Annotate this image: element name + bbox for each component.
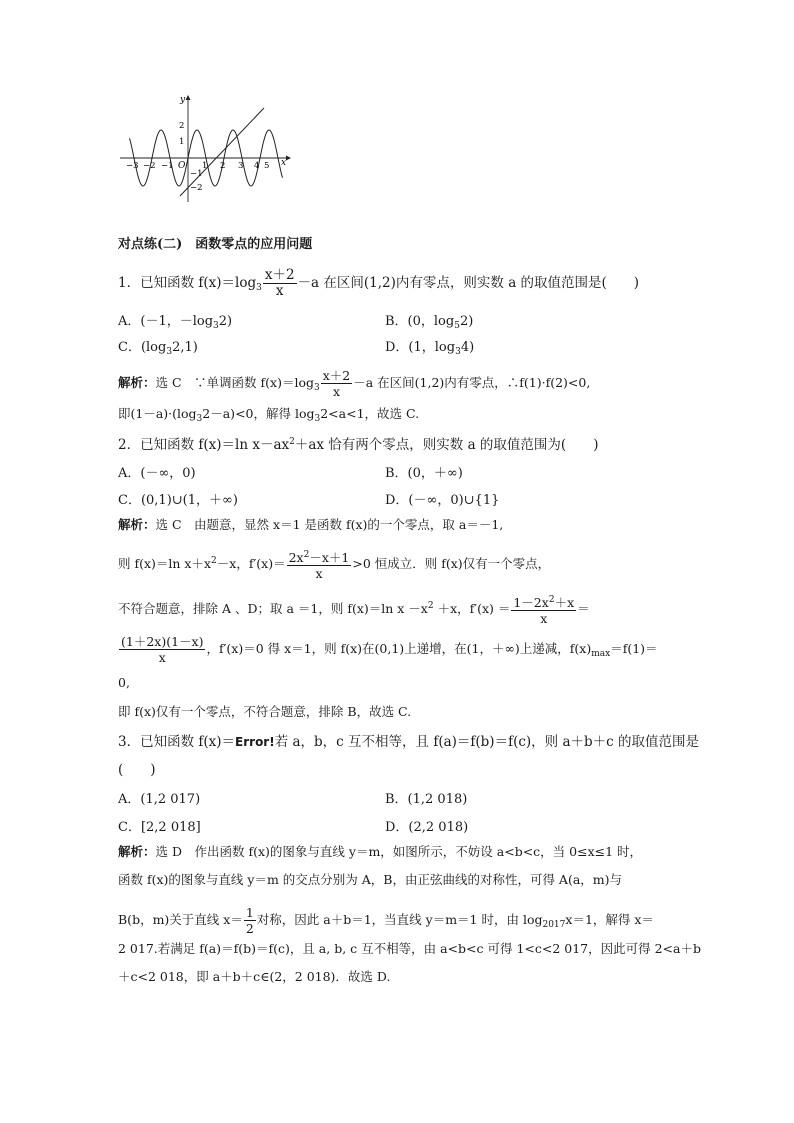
y-tick-2: 2 — [179, 121, 185, 131]
q2-sol-frac2-num-sup: 2 — [548, 595, 555, 605]
q2-sol-3-sup: 2 — [427, 601, 434, 611]
q1-sol-2a: 即(1－a)·(log — [118, 406, 197, 421]
q3-solution-line-4: 2 017.若满足 f(a)＝f(b)＝f(c)，且 a, b, c 互不相等，由 a<b<c 可得 1<c<2 017，因此可得 2<a＋b — [118, 941, 701, 956]
q1-sol-frac-num: x＋2 — [322, 368, 351, 383]
q3-solution-line-5: ＋c<2 018，即 a＋b＋c∈(2，2 018)．故选 D. — [118, 969, 391, 984]
q3-stem — [118, 733, 699, 751]
q2-solution-line-3 — [118, 593, 590, 626]
q1-sol-2-sub2: 3 — [314, 414, 321, 424]
q1-opt-c-text: C．(log — [118, 340, 167, 355]
q2-sol-frac1-num-sup: 2 — [303, 550, 310, 560]
q3-solution-line-2: 函数 f(x)的图象与直线 y＝m 的交点分别为 A，B，由正弦曲线的对称性，可得 A(a，m)与 — [118, 872, 623, 887]
q2-sol-3c: ＝ — [577, 601, 590, 616]
q3-error-text: Error! — [235, 735, 275, 749]
q2-sol-4-sub: max — [591, 649, 611, 659]
q2-stem-post: ＋ax 恰有两个零点，则实数 a 的取值范围为( ) — [294, 437, 599, 453]
q1-fraction — [263, 268, 297, 299]
y-axis-label: y — [180, 95, 186, 105]
x-tick-2: 2 — [220, 161, 226, 171]
x-axis-arrow — [286, 156, 291, 161]
q3-sol-fraction — [244, 905, 256, 936]
q2-stem — [118, 433, 598, 454]
q1-opt-d-text: D．(1，log — [385, 340, 456, 355]
q1-sol-1-post: －a 在区间(1,2)内有零点，∴f(1)·f(2)<0, — [353, 375, 591, 390]
q1-opt-b-text: B．(0，log — [385, 314, 455, 329]
q1-opt-a-text: A．(－1，－log — [118, 314, 214, 329]
q1-opt-a-sub: 3 — [213, 321, 219, 331]
q3-stem-post: 若 a，b，c 互不相等，且 f(a)＝f(b)＝f(c)，则 a＋b＋c 的取值范围是 — [274, 734, 700, 750]
q2-sol-fraction-1 — [287, 548, 352, 581]
q3-stem-pre: 3．已知函数 f(x)＝ — [118, 734, 236, 750]
q3-option-d: D．(2,2 018) — [385, 820, 469, 835]
q2-sol-2a: 则 f(x)＝ln x＋x — [118, 556, 212, 571]
y-tick-m1: −1 — [190, 169, 203, 179]
q3-option-b: B．(1,2 018) — [385, 792, 468, 807]
q2-sol-3a: 不符合题意，排除 A 、D；取 a ＝1，则 f(x)＝ln x －x — [118, 601, 428, 616]
q2-option-a: A．(－∞，0) — [118, 466, 196, 481]
q1-sol-frac-den: x — [332, 384, 340, 399]
q1-option-d — [385, 336, 474, 357]
q3-solution-line-1 — [118, 843, 642, 861]
q2-sol-frac2-den: x — [540, 611, 548, 626]
q1-opt-c-end: 2,1) — [172, 340, 198, 355]
q2-sol-frac2-num — [511, 593, 576, 611]
q2-sol-frac1-num-b: －x＋1 — [309, 550, 350, 565]
q2-solution-line-6: 即 f(x)仅有一个零点，不符合题意，排除 B，故选 C. — [118, 704, 412, 719]
q2-sol-2c: >0 恒成立．则 f(x)仅有一个零点， — [352, 556, 551, 571]
x-tick-3: 3 — [238, 161, 244, 171]
q2-option-b: B．(0，＋∞) — [385, 466, 463, 481]
q1-frac-num: x＋2 — [264, 267, 295, 283]
q2-solution-line-4 — [118, 634, 658, 665]
q1-stem-pre: 1．已知函数 f(x)＝log — [118, 275, 257, 291]
q3-sol-frac-den: 2 — [245, 921, 254, 936]
q1-option-b — [385, 310, 473, 331]
q1-log-base: 3 — [256, 283, 262, 293]
q1-opt-a-end: 2) — [218, 314, 233, 329]
x-tick-4: 4 — [254, 161, 260, 171]
q1-opt-d-end: 4) — [460, 340, 475, 355]
q2-option-c: C．(0,1)∪(1，＋∞) — [118, 493, 238, 508]
sine-curve — [130, 130, 283, 186]
q1-stem-post: －a 在区间(1,2)内有零点，则实数 a 的取值范围是( ) — [297, 275, 640, 291]
q3-sol-3c: x＝1，解得 x＝ — [565, 912, 654, 927]
section-title: 对点练(二) 函数零点的应用问题 — [118, 237, 313, 252]
q1-solution-lead: 解析： — [118, 375, 156, 390]
q2-sol-frac3-num: (1＋2x)(1－x) — [121, 634, 204, 649]
q2-solution-lead: 解析： — [118, 517, 156, 532]
origin-label: O — [178, 161, 186, 171]
q3-solution-line-3 — [118, 905, 654, 936]
q2-sol-frac3-den: x — [158, 650, 166, 665]
q2-sol-frac2-num-b: ＋x — [554, 595, 575, 610]
q2-sol-frac2-num-a: 1－2x — [513, 595, 549, 610]
q2-sol-fraction-3 — [119, 634, 205, 665]
q1-opt-b-end: 2) — [459, 314, 474, 329]
q2-sol-3b: ＋x，f′(x) ＝ — [433, 601, 511, 616]
x-axis-label: x — [281, 158, 287, 168]
q2-sol-frac1-num-a: 2x — [288, 550, 304, 565]
q1-sol-2b: 2－a)<0，解得 log — [202, 406, 315, 421]
q1-opt-b-sub: 5 — [454, 321, 460, 331]
q1-sol-2-sub1: 3 — [196, 414, 203, 424]
q1-sol-2c: 2<a<1，故选 C. — [320, 406, 420, 421]
q3-sol-3-sub: 2017 — [542, 920, 566, 930]
q2-sol-frac1-den: x — [315, 566, 323, 581]
q1-option-a — [118, 310, 232, 331]
q1-solution-line-1 — [118, 368, 590, 399]
q3-sol-3a: B(b，m)关于直线 x＝ — [118, 912, 243, 927]
q2-stem-pre: 2．已知函数 f(x)＝ln x－ax — [118, 437, 290, 453]
sine-line-figure — [118, 92, 293, 204]
q3-sol-frac-num: 1 — [245, 905, 254, 920]
q2-solution-line-5: 0, — [118, 675, 130, 690]
q3-sol-3b: 对称，因此 a＋b＝1，当直线 y＝m＝1 时，由 log — [256, 912, 543, 927]
q2-stem-sup: 2 — [289, 437, 295, 447]
q3-solution-lead: 解析： — [118, 844, 156, 859]
x-tick-5: 5 — [264, 161, 270, 171]
y-axis-arrow — [186, 95, 191, 100]
q3-option-c: C．[2,2 018] — [118, 820, 201, 835]
q2-sol-1-text: 选 C 由题意，显然 x＝1 是函数 f(x)的一个零点，取 a＝－1, — [155, 517, 504, 532]
y-tick-m2: −2 — [190, 183, 203, 193]
x-tick-m1: −1 — [161, 161, 174, 171]
q2-solution-line-2 — [118, 548, 550, 581]
q2-sol-frac1-num — [287, 548, 352, 566]
q2-sol-4a: ，f′(x)＝0 得 x＝1，则 f(x)在(0,1)上递增，在(1，＋∞)上递减，f(x) — [206, 641, 592, 656]
q2-solution-line-1 — [118, 516, 503, 534]
q2-sol-2b: －x，f′(x)＝ — [216, 556, 286, 571]
q1-opt-c-sub: 3 — [166, 347, 173, 357]
q3-option-a: A．(1,2 017) — [118, 792, 201, 807]
q1-solution-line-2 — [118, 405, 419, 428]
q2-sol-2-sup: 2 — [211, 556, 217, 566]
q1-stem — [118, 268, 639, 299]
q1-frac-den: x — [275, 283, 284, 299]
y-tick-1: 1 — [179, 137, 185, 147]
x-tick-m3: −3 — [126, 161, 139, 171]
q3-stem-line-2: ( ) — [118, 762, 156, 778]
q1-sol-fraction — [321, 368, 353, 399]
q3-sol-1-text: 选 D 作出函数 f(x)的图象与直线 y＝m，如图所示，不妨设 a<b<c，当 0≤x≤1 时， — [155, 844, 643, 859]
x-tick-m2: −2 — [143, 161, 156, 171]
x-tick-1: 1 — [202, 161, 208, 171]
q2-option-d: D．(－∞，0)∪{1} — [385, 493, 500, 508]
q2-sol-4b: ＝f(1)＝ — [610, 641, 658, 656]
q1-option-c — [118, 336, 198, 357]
q1-sol-1-text: 选 C ∵单调函数 f(x)＝log — [155, 375, 314, 390]
q1-sol-1-sub: 3 — [313, 383, 320, 393]
q1-opt-d-sub: 3 — [455, 347, 461, 357]
q2-sol-fraction-2 — [511, 593, 576, 626]
